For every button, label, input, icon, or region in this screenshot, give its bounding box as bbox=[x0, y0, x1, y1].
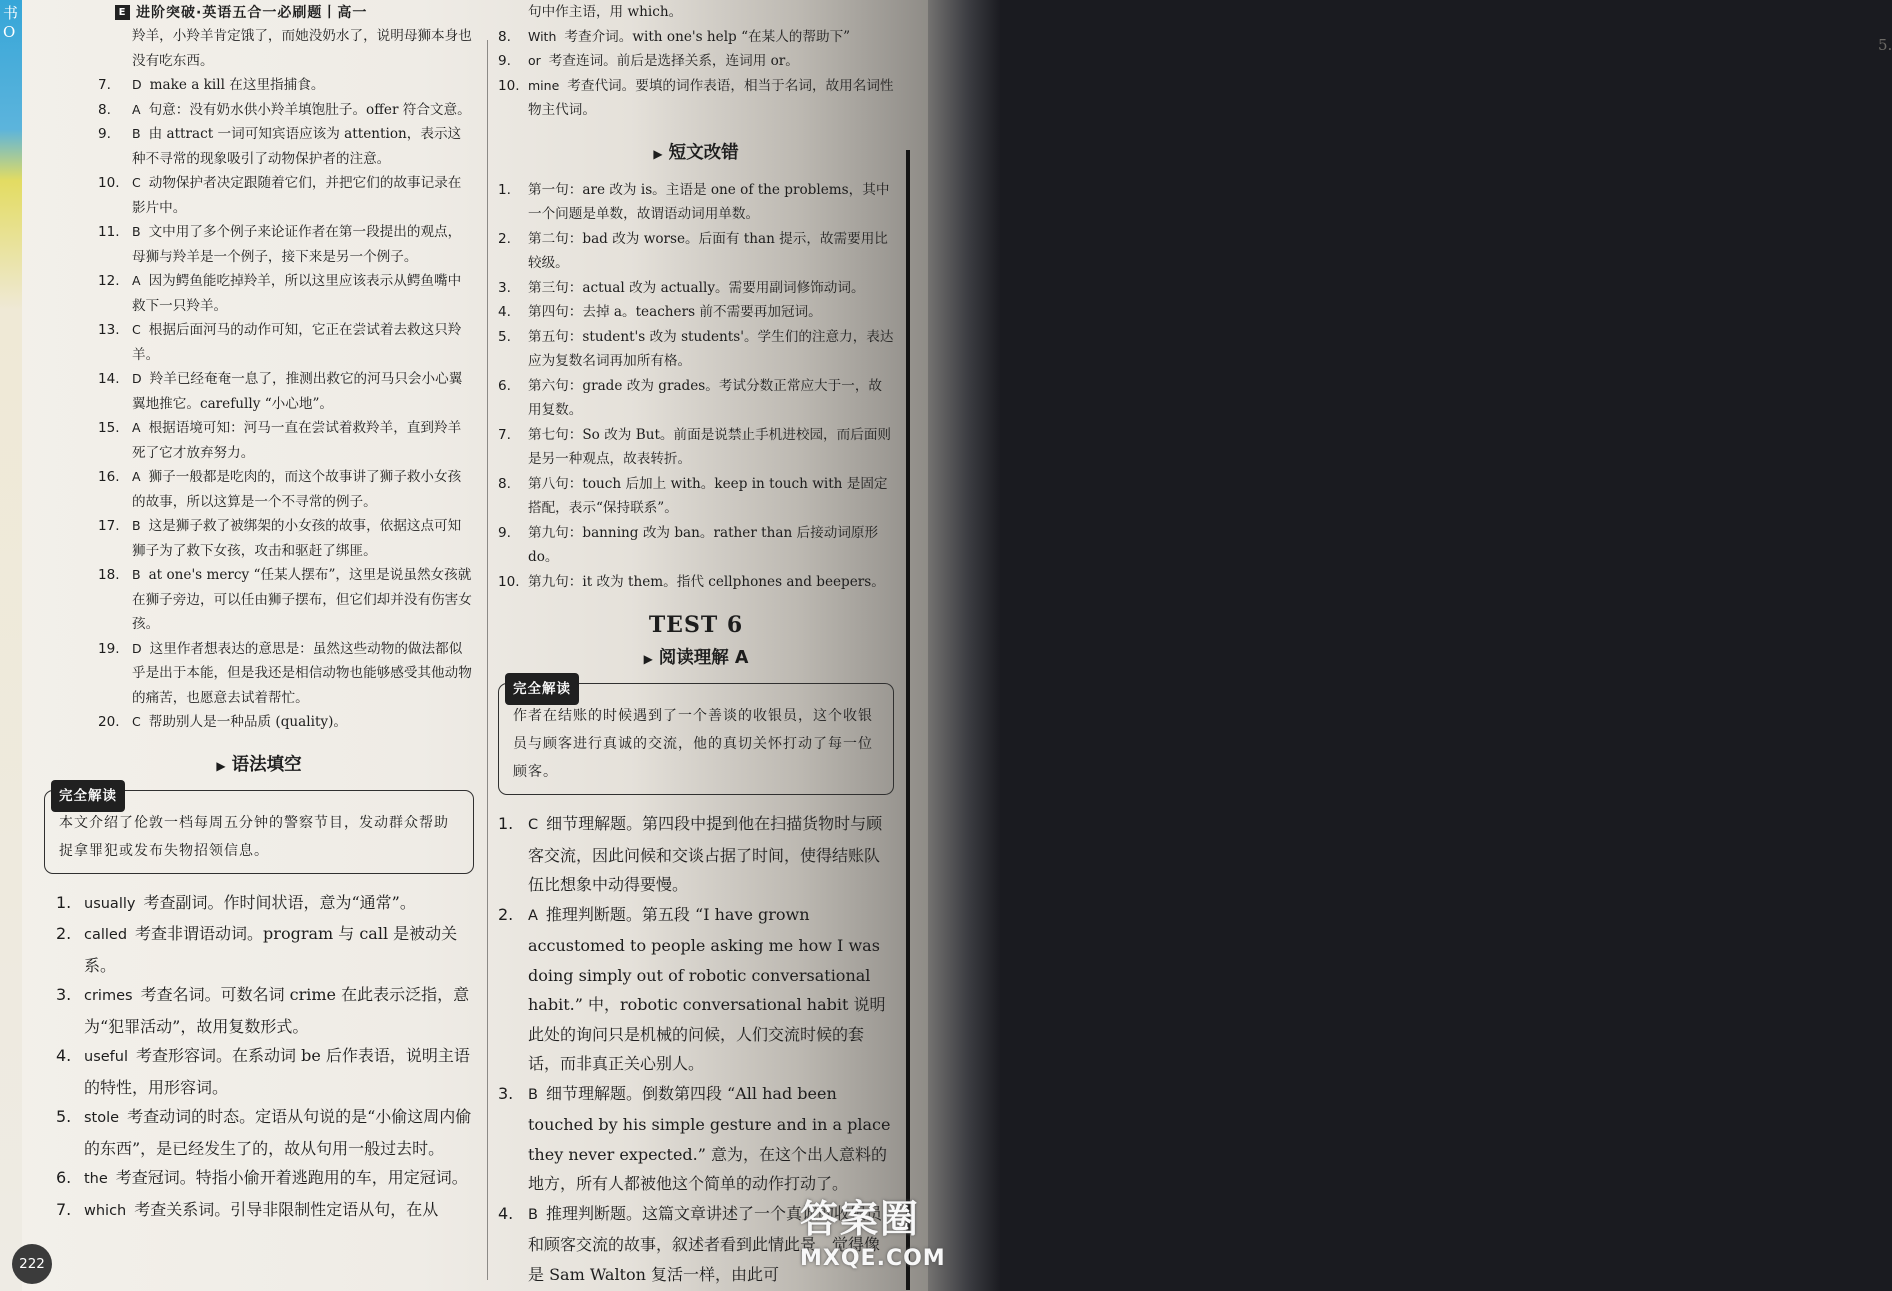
entry-explanation: 考查代词。要填的词作表语，相当于名词，故用名词性物主代词。 bbox=[528, 77, 894, 118]
answer-entry bbox=[498, 0, 894, 25]
answer-entry bbox=[44, 1195, 474, 1227]
answer-entry bbox=[44, 98, 474, 123]
answer-entry bbox=[44, 24, 474, 73]
entry-answer: useful bbox=[84, 1049, 128, 1065]
running-header bbox=[115, 0, 367, 24]
entry-answer: C bbox=[132, 322, 141, 337]
entry-explanation: 句中作主语，用 which。 bbox=[528, 4, 683, 20]
entry-answer: C bbox=[132, 714, 141, 729]
summary-text: 本文介绍了伦敦一档每周五分钟的警察节目，发动群众帮助捉拿罪犯或发布失物招领信息。 bbox=[59, 814, 449, 859]
entry-number: 10. bbox=[498, 573, 520, 590]
chapter-tab-glyph: 书O bbox=[3, 4, 19, 41]
entry-explanation: at one's mercy “任某人摆布”，这里是说虽然女孩就在狮子旁边，可以任由狮子摆布，但它们却并没有伤害女孩。 bbox=[132, 567, 472, 632]
entry-explanation: 第三句：actual 改为 actually。需要用副词修饰动词。 bbox=[528, 279, 865, 296]
answer-entry bbox=[44, 465, 474, 514]
reading-section-title: ▶ 阅读理解 A bbox=[643, 648, 749, 668]
answer-entry bbox=[44, 367, 474, 416]
entry-number: 4. bbox=[498, 1203, 514, 1223]
reading-summary-text: 作者在结账的时候遇到了一个善谈的收银员，这个收银员与顾客进行真诚的交流，他的真切关怀打动了每一位顾客。 bbox=[513, 708, 873, 780]
entry-number: 3. bbox=[56, 985, 72, 1004]
answer-entry bbox=[498, 300, 894, 325]
answer-entry bbox=[498, 472, 894, 521]
entry-explanation: 考查动词的时态。定语从句说的是“小偷这周内偷的东西”，是已经发生了的，故从句用一般过去时。 bbox=[84, 1107, 472, 1158]
answer-entry bbox=[498, 809, 894, 900]
entry-number: 8. bbox=[498, 28, 511, 45]
answer-entry bbox=[498, 374, 894, 423]
answer-entry bbox=[498, 227, 894, 276]
entry-explanation: 这里作者想表达的意思是：虽然这些动物的做法都似乎是出于本能，但是我还是相信动物也能够感受其他动物的痛苦，也愿意去试着帮忙。 bbox=[132, 640, 472, 706]
answer-entry bbox=[498, 900, 894, 1079]
header-logo-icon: E bbox=[115, 5, 130, 20]
entry-answer: B bbox=[132, 126, 141, 141]
answer-entry bbox=[44, 563, 474, 637]
entry-explanation: 第八句：touch 后加上 with。keep in touch with 是固定搭配，表示“保持联系”。 bbox=[528, 475, 888, 516]
entry-explanation: 帮助别人是一种品质 (quality)。 bbox=[148, 714, 347, 730]
entry-answer: B bbox=[528, 1086, 538, 1103]
entry-number: 7. bbox=[498, 426, 511, 443]
answer-entry bbox=[44, 1163, 474, 1195]
entry-answer: or bbox=[528, 53, 541, 68]
answer-entry bbox=[44, 637, 474, 711]
answer-entry bbox=[44, 318, 474, 367]
entry-number: 7. bbox=[56, 1199, 72, 1219]
entry-number: 9. bbox=[98, 126, 111, 142]
entry-explanation: 第七句：So 改为 But。前面是说禁止手机进校园，而后面则是另一种观点，故表转折。 bbox=[528, 426, 892, 467]
entry-explanation: 狮子一般都是吃肉的，而这个故事讲了狮子救小女孩的故事，所以这算是一个不寻常的例子。 bbox=[132, 469, 462, 510]
entry-number: 1. bbox=[498, 181, 511, 198]
entry-number: 5. bbox=[498, 328, 511, 345]
entry-answer: A bbox=[528, 907, 538, 924]
entry-explanation: 考查冠词。特指小偷开着逃跑用的车，用定冠词。 bbox=[115, 1168, 468, 1187]
entry-explanation: 考查副词。作时间状语，意为“通常”。 bbox=[143, 892, 416, 912]
watermark-line2: MXQE.COM bbox=[800, 1246, 946, 1271]
correction-answer-list bbox=[498, 178, 894, 595]
entry-explanation: 羚羊已经奄奄一息了，推测出救它的河马只会小心翼翼地推它。carefully “小心地”。 bbox=[132, 371, 463, 412]
entry-number: 7. bbox=[98, 77, 111, 93]
entry-number: 6. bbox=[498, 377, 511, 394]
entry-explanation: 这是狮子救了被绑架的小女孩的故事，依据这点可知狮子为了救下女孩，攻击和驱赶了绑匪。 bbox=[132, 518, 462, 559]
entry-answer: the bbox=[84, 1171, 108, 1187]
entry-explanation: 第九句：it 改为 them。指代 cellphones and beepers。 bbox=[528, 573, 885, 590]
answer-entry bbox=[44, 73, 474, 98]
header-title: 进阶突破·英语五合一必刷题丨高一 bbox=[136, 5, 368, 21]
entry-explanation: 因为鳄鱼能吃掉羚羊，所以这里应该表示从鳄鱼嘴中救下一只羚羊。 bbox=[132, 273, 462, 314]
book-page bbox=[0, 0, 928, 1291]
entry-explanation: 考查非谓语动词。program 与 call 是被动关系。 bbox=[84, 924, 458, 975]
grammar-answer-list bbox=[44, 888, 474, 1227]
right-column bbox=[498, 0, 894, 1289]
entry-number: 4. bbox=[498, 304, 511, 320]
entry-number: 3. bbox=[498, 1083, 514, 1103]
answer-entry bbox=[498, 1079, 894, 1199]
entry-number: 8. bbox=[98, 101, 111, 118]
entry-number: 4. bbox=[56, 1046, 72, 1065]
entry-answer: A bbox=[132, 273, 141, 288]
answer-entry bbox=[44, 514, 474, 563]
entry-number: 9. bbox=[498, 53, 511, 69]
answer-entry bbox=[498, 49, 894, 74]
entry-explanation: 文中用了多个例子来论证作者在第一段提出的观点，母狮与羚羊是一个例子，接下来是另一个例子。 bbox=[132, 224, 462, 265]
entry-explanation: 考查名词。可数名词 crime 在此表示泛指，意为“犯罪活动”，故用复数形式。 bbox=[84, 985, 470, 1036]
entry-number: 13. bbox=[98, 322, 120, 338]
entry-number: 8. bbox=[498, 475, 511, 492]
entry-explanation: 根据后面河马的动作可知，它正在尝试着去救这只羚羊。 bbox=[132, 322, 462, 363]
correction-section-title: ▶ 短文改错 bbox=[653, 142, 739, 163]
answer-entry bbox=[44, 122, 474, 171]
entry-number: 15. bbox=[98, 420, 120, 436]
page-number: 222 bbox=[12, 1244, 52, 1284]
entry-answer: B bbox=[132, 518, 141, 533]
answer-entry bbox=[498, 25, 894, 50]
entry-number: 5. bbox=[56, 1107, 72, 1126]
entry-explanation: 考查形容词。在系动词 be 后作表语，说明主语的特性，用形容词。 bbox=[84, 1046, 470, 1097]
entry-explanation: 动物保护者决定跟随着它们，并把它们的故事记录在影片中。 bbox=[132, 175, 462, 216]
entry-answer: crimes bbox=[84, 988, 133, 1004]
entry-answer: A bbox=[132, 101, 141, 117]
entry-explanation: 推理判断题。这篇文章讲述了一个真诚的收银员和顾客交流的故事，叙述者看到此情此景，觉得像是 Sam Walton 复活一样，由此可 bbox=[528, 1203, 882, 1284]
grammar-continued-list bbox=[498, 0, 894, 123]
answer-entry bbox=[44, 1041, 474, 1102]
entry-explanation: 考查介词。with one's help “在某人的帮助下” bbox=[564, 28, 851, 45]
answer-entry bbox=[498, 325, 894, 374]
entry-number: 14. bbox=[98, 371, 120, 387]
summary-box bbox=[44, 787, 474, 874]
answer-entry bbox=[44, 220, 474, 269]
entry-answer: usually bbox=[84, 895, 136, 912]
entry-number: 17. bbox=[98, 518, 120, 534]
entry-answer: A bbox=[132, 420, 141, 435]
entry-explanation: 第五句：student's 改为 students'。学生们的注意力，表达应为复数名词再加所有格。 bbox=[528, 328, 894, 369]
answer-entry bbox=[44, 888, 474, 920]
entry-answer: C bbox=[132, 175, 141, 190]
entry-answer: B bbox=[132, 567, 141, 582]
adjacent-page-digit: 5. bbox=[1878, 36, 1892, 54]
answer-entry bbox=[498, 74, 894, 123]
entry-number: 19. bbox=[98, 640, 120, 657]
entry-answer: which bbox=[84, 1202, 127, 1219]
entry-number: 1. bbox=[56, 892, 72, 912]
entry-answer: With bbox=[528, 28, 557, 44]
entry-explanation: 细节理解题。第四段中提到他在扫描货物时与顾客交流，因此问候和交谈占据了时间，使得结账队伍比想象中动得要慢。 bbox=[528, 814, 883, 894]
entry-number: 20. bbox=[98, 714, 120, 730]
entry-number: 16. bbox=[98, 469, 120, 485]
column-divider bbox=[487, 40, 488, 1280]
entry-answer: stole bbox=[84, 1110, 120, 1126]
entry-number: 6. bbox=[56, 1168, 72, 1187]
entry-explanation: 第一句：are 改为 is。主语是 one of the problems，其中一个问题是单数，故谓语动词用单数。 bbox=[528, 181, 890, 222]
entry-number: 2. bbox=[56, 924, 72, 943]
left-answer-list bbox=[44, 24, 474, 735]
entry-explanation: 第九句：banning 改为 ban。rather than 后接动词原形 do。 bbox=[528, 524, 879, 565]
answer-entry bbox=[498, 521, 894, 570]
entry-answer: D bbox=[132, 371, 142, 386]
entry-explanation: 羚羊，小羚羊肯定饿了，而她没奶水了，说明母狮本身也没有吃东西。 bbox=[132, 28, 472, 69]
entry-explanation: make a kill 在这里指捕食。 bbox=[149, 77, 325, 93]
entry-explanation: 第六句：grade 改为 grades。考试分数正常应大于一，故用复数。 bbox=[528, 377, 883, 418]
page-edge-shadow bbox=[920, 0, 1892, 1291]
reading-summary-label: 完全解读 bbox=[505, 673, 579, 705]
entry-explanation: 由 attract 一词可知宾语应该为 attention，表示这种不寻常的现象吸引了动物保护者的注意。 bbox=[132, 126, 462, 167]
answer-entry bbox=[44, 1102, 474, 1163]
watermark bbox=[800, 1196, 996, 1286]
entry-number: 1. bbox=[498, 814, 514, 833]
entry-number: 11. bbox=[98, 224, 120, 240]
entry-answer: mine bbox=[528, 77, 560, 93]
entry-explanation: 根据语境可知：河马一直在尝试着救羚羊，直到羚羊死了它才放弃努力。 bbox=[132, 420, 462, 461]
grammar-section-title: ▶ 语法填空 bbox=[216, 754, 302, 775]
answer-entry bbox=[44, 269, 474, 318]
entry-number: 9. bbox=[498, 524, 511, 541]
left-column bbox=[44, 24, 474, 1226]
entry-number: 18. bbox=[98, 567, 120, 583]
entry-explanation: 第四句：去掉 a。teachers 前不需要再加冠词。 bbox=[528, 304, 822, 320]
watermark-line1: 答案圈 bbox=[800, 1197, 921, 1241]
entry-number: 10. bbox=[98, 175, 120, 191]
entry-explanation: 考查连词。前后是选择关系，连词用 or。 bbox=[548, 53, 799, 69]
answer-entry bbox=[44, 710, 474, 735]
entry-number: 2. bbox=[498, 230, 511, 247]
entry-answer: D bbox=[132, 77, 142, 92]
entry-number: 10. bbox=[498, 77, 520, 94]
entry-answer: C bbox=[528, 817, 539, 833]
test-title: TEST 6 bbox=[648, 612, 744, 638]
entry-explanation: 推理判断题。第五段 “I have grown accustomed to people asking me how I was doing simply out of robotic conversational habit.” 中，robotic conversational habit 说明此处的询问只是机械的问候，人们交流时候的套话，而非真正关心别人。 bbox=[528, 904, 886, 1073]
entry-answer: B bbox=[528, 1206, 538, 1223]
entry-answer: called bbox=[84, 927, 128, 943]
answer-entry bbox=[44, 980, 474, 1041]
entry-answer: D bbox=[132, 640, 142, 656]
answer-entry bbox=[44, 919, 474, 980]
answer-entry bbox=[44, 171, 474, 220]
answer-entry bbox=[498, 178, 894, 227]
entry-explanation: 考查关系词。引导非限制性定语从句，在从 bbox=[134, 1199, 439, 1219]
entry-number: 2. bbox=[498, 904, 514, 924]
answer-entry bbox=[498, 276, 894, 301]
entry-answer: A bbox=[132, 469, 141, 484]
entry-explanation: 细节理解题。倒数第四段 “All had been touched by his simple gesture and in a place they never expected.” 意为，在这个出人意料的地方，所有人都被他这个简单的动作打动了。 bbox=[528, 1083, 891, 1193]
entry-explanation: 第二句：bad 改为 worse。后面有 than 提示，故需要用比较级。 bbox=[528, 230, 888, 271]
chapter-tab-strip bbox=[0, 0, 22, 1291]
entry-answer: B bbox=[132, 224, 141, 239]
answer-entry bbox=[498, 570, 894, 595]
entry-explanation: 句意：没有奶水供小羚羊填饱肚子。offer 符合文意。 bbox=[148, 101, 471, 118]
entry-number: 12. bbox=[98, 273, 120, 289]
entry-number: 3. bbox=[498, 279, 511, 296]
reading-summary-box bbox=[498, 683, 894, 795]
answer-entry bbox=[44, 416, 474, 465]
page-binding-rule bbox=[906, 150, 910, 1290]
answer-entry bbox=[498, 423, 894, 472]
summary-label: 完全解读 bbox=[51, 780, 125, 812]
